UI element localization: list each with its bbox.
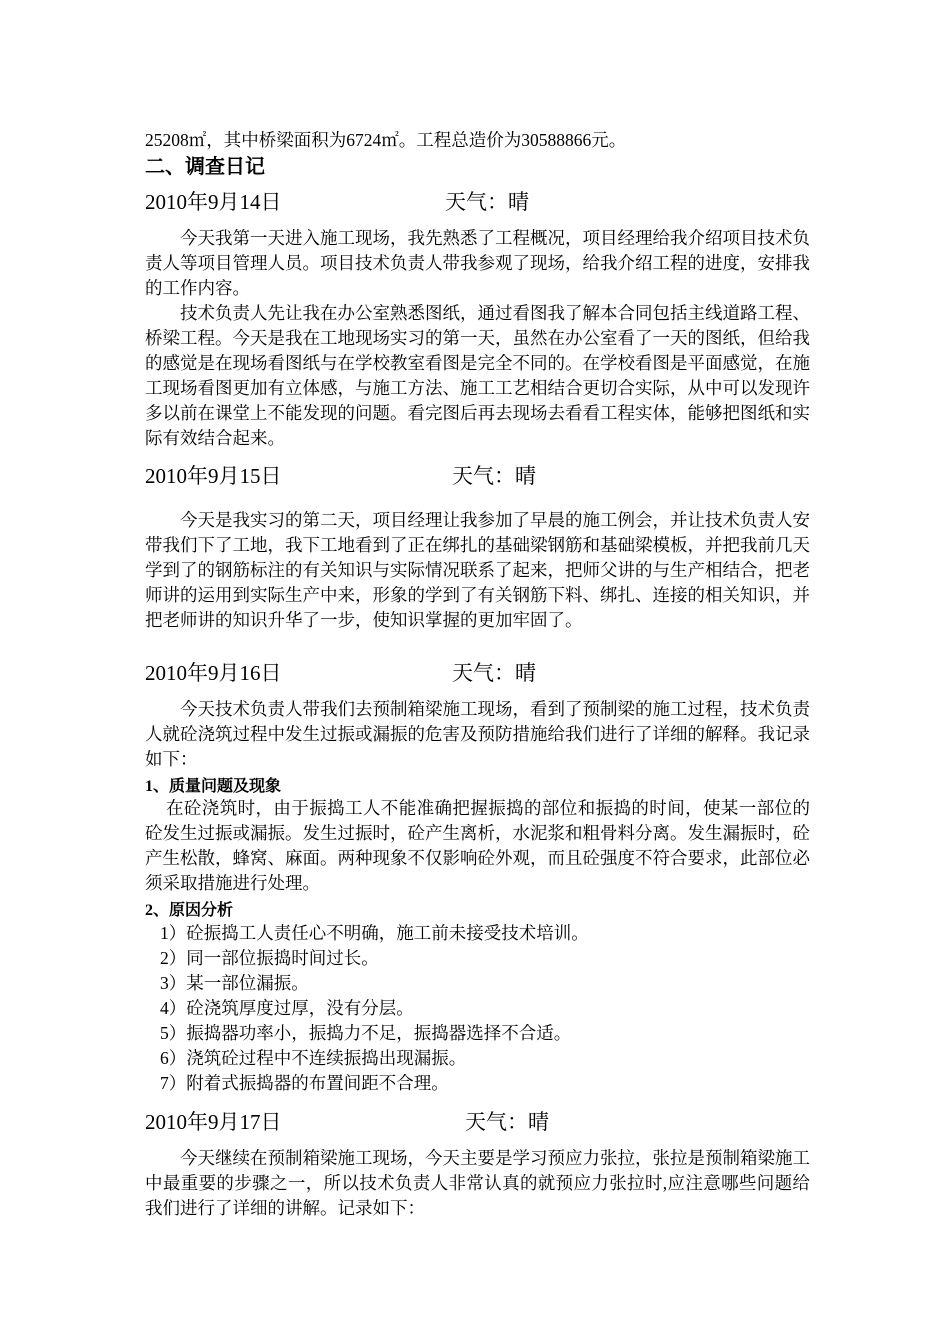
cause-item: 7）附着式振捣器的布置间距不合理。 xyxy=(160,1073,449,1093)
entry-weather: 天气：晴 xyxy=(465,1110,549,1134)
cause-item: 1）砼振捣工人责任心不明确，施工前未接受技术培训。 xyxy=(160,923,589,943)
entry-weather: 天气：晴 xyxy=(445,190,529,214)
cause-item: 6）浇筑砼过程中不连续振捣出现漏振。 xyxy=(160,1048,467,1068)
entry-date: 2010年9月17日 xyxy=(145,1110,282,1134)
cause-item: 2）同一部位振捣时间过长。 xyxy=(160,948,379,968)
subheading-cause: 2、原因分析 xyxy=(145,902,234,919)
entry-paragraph: 今天我第一天进入施工现场，我先熟悉了工程概况，项目经理给我介绍项目技术负责人等项目管理人员。项目技术负责人带我参观了现场，给我介绍工程的进度，安排我的工作内容。 xyxy=(145,228,810,298)
entry-weather: 天气：晴 xyxy=(452,464,536,488)
cause-item: 3）某一部位漏振。 xyxy=(160,973,309,993)
cause-item: 4）砼浇筑厚度过厚，没有分层。 xyxy=(160,998,414,1018)
entry-paragraph: 今天技术负责人带我们去预制箱梁施工现场，看到了预制梁的施工过程，技术负责人就砼浇筑过程中发生过振或漏振的危害及预防措施给我们进行了详细的解释。我记录如下： xyxy=(145,699,810,769)
entry-date: 2010年9月15日 xyxy=(145,464,282,488)
entry-date: 2010年9月16日 xyxy=(145,661,282,685)
entry-date: 2010年9月14日 xyxy=(145,190,282,214)
section-heading: 二、调查日记 xyxy=(145,156,265,178)
entry-paragraph: 今天是我实习的第二天，项目经理让我参加了早晨的施工例会，并让技术负责人安带我们下了工地，我下工地看到了正在绑扎的基础梁钢筋和基础梁模板，并把我前几天学到了的钢筋标注的有关知识与实际情况联系了起来，把师父讲的与生产相结合，把老师讲的运用到实际生产中来，形象的学到了有关钢筋下料、绑扎、连接的相关知识，并把老师讲的知识升华了一步，使知识掌握的更加牢固了。 xyxy=(145,510,810,630)
quality-paragraph: 在砼浇筑时，由于振捣工人不能准确把握振捣的部位和振捣的时间，使某一部位的砼发生过振或漏振。发生过振时，砼产生离析，水泥浆和粗骨料分离。发生漏振时，砼产生松散，蜂窝、麻面。两种现象不仅影响砼外观，而且砼强度不符合要求，此部位必须采取措施进行处理。 xyxy=(145,798,810,893)
subheading-quality: 1、质量问题及现象 xyxy=(145,778,282,795)
entry-paragraph: 今天继续在预制箱梁施工现场，今天主要是学习预应力张拉，张拉是预制箱梁施工中最重要的步骤之一，所以技术负责人非常认真的就预应力张拉时,应注意哪些问题给我们进行了详细的讲解。记录如下： xyxy=(145,1148,810,1218)
intro-line: 25208㎡，其中桥梁面积为6724㎡。工程总造价为30588866元。 xyxy=(145,130,627,150)
entry-weather: 天气：晴 xyxy=(452,661,536,685)
cause-item: 5）振捣器功率小，振捣力不足，振捣器选择不合适。 xyxy=(160,1023,572,1043)
entry-paragraph: 技术负责人先让我在办公室熟悉图纸，通过看图我了解本合同包括主线道路工程、桥梁工程。今天是我在工地现场实习的第一天，虽然在办公室看了一天的图纸，但给我的感觉是在现场看图纸与在学校教室看图是完全不同的。在学校看图是平面感觉，在施工现场看图更加有立体感，与施工方法、施工工艺相结合更切合实际，从中可以发现许多以前在课堂上不能发现的问题。看完图后再去现场去看看工程实体，能够把图纸和实际有效结合起来。 xyxy=(145,303,810,448)
